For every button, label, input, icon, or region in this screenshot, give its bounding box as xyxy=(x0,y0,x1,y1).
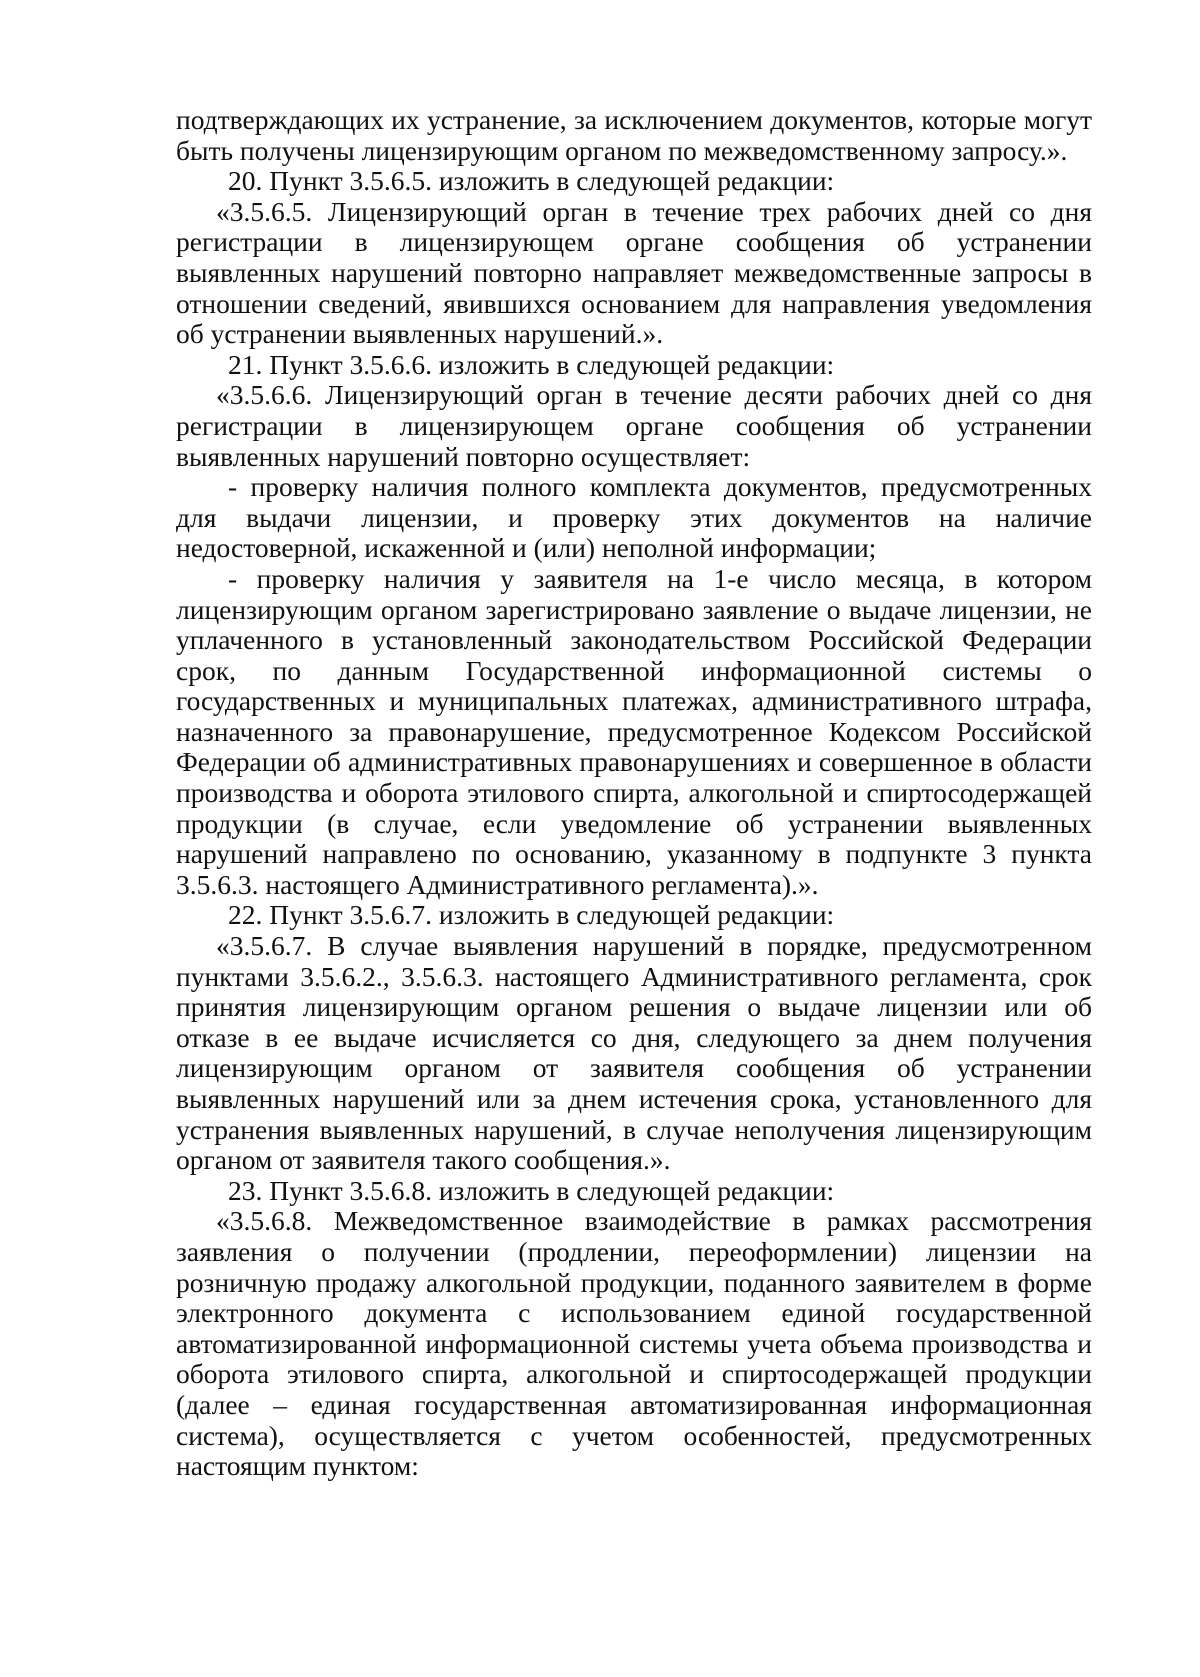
document-page xyxy=(176,105,1092,1482)
paragraph-item-21-heading: 21. Пункт 3.5.6.6. изложить в следующей редакции: xyxy=(228,348,835,380)
paragraph-3-5-6-7-text: «3.5.6.7. В случае выявления нарушений в порядке, предусмотренном пунктами 3.5.6.2., 3.5.6.3. настоящего Административного регламента, срок принятия лицензирующим органом решения о выдаче лицензии или об отказе в ее выдаче исчисляется со дня, следующего за днем получения лицензирующим органом от заявителя сообщения об устранении выявленных нарушений или за днем истечения срока, установленного для устранения выявленных нарушений, в случае неполучения лицензирующим органом от заявителя такого сообщения.». xyxy=(176,930,1092,1176)
paragraph-item-23-heading: 23. Пункт 3.5.6.8. изложить в следующей редакции: xyxy=(228,1174,835,1206)
paragraph-item-20-heading: 20. Пункт 3.5.6.5. изложить в следующей редакции: xyxy=(228,165,835,197)
paragraph-item-22-heading: 22. Пункт 3.5.6.7. изложить в следующей редакции: xyxy=(228,899,835,931)
paragraph-dash-item-1: - проверку наличия полного комплекта документов, предусмотренных для выдачи лицензии, и проверку этих документов на наличие недостоверной, искаженной и (или) неполной информации; xyxy=(176,471,1092,564)
paragraph-dash-item-2: - проверку наличия у заявителя на 1-е число месяца, в котором лицензирующим органом зарегистрировано заявление о выдаче лицензии, не уплаченного в установленный законодательством Российской Федерации срок, по данным Государственной информационной системы о государственных и муниципальных платежах, административного штрафа, назначенного за правонарушение, предусмотренное Кодексом Российской Федерации об административных правонарушениях и совершенное в области производства и оборота этилового спирта, алкогольной и спиртосодержащей продукции (в случае, если уведомление об устранении выявленных нарушений направлено по основанию, указанному в подпункте 3 пункта 3.5.6.3. настоящего Административного регламента).». xyxy=(176,562,1092,900)
paragraph-3-5-6-6-text: «3.5.6.6. Лицензирующий орган в течение десяти рабочих дней со дня регистрации в лицензирующем органе сообщения об устранении выявленных нарушений повторно осуществляет: xyxy=(176,379,1092,472)
paragraph-3-5-6-5-text: «3.5.6.5. Лицензирующий орган в течение трех рабочих дней со дня регистрации в лицензирующем органе сообщения об устранении выявленных нарушений повторно направляет межведомственные запросы в отношении сведений, явившихся основанием для направления уведомления об устранении выявленных нарушений.». xyxy=(176,195,1092,350)
paragraph-3-5-6-8-text: «3.5.6.8. Межведомственное взаимодействие в рамках рассмотрения заявления о получении (продлении, переоформлении) лицензии на розничную продажу алкогольной продукции, поданного заявителем в форме электронного документа с использованием единой государственной автоматизированной информационной системы учета объема производства и оборота этилового спирта, алкогольной и спиртосодержащей продукции (далее – единая государственная автоматизированная информационная система), осуществляется с учетом особенностей, предусмотренных настоящим пунктом: xyxy=(176,1205,1092,1482)
paragraph-continuation: подтверждающих их устранение, за исключением документов, которые могут быть получены лицензирующим органом по межведомственному запросу.». xyxy=(176,104,1092,166)
